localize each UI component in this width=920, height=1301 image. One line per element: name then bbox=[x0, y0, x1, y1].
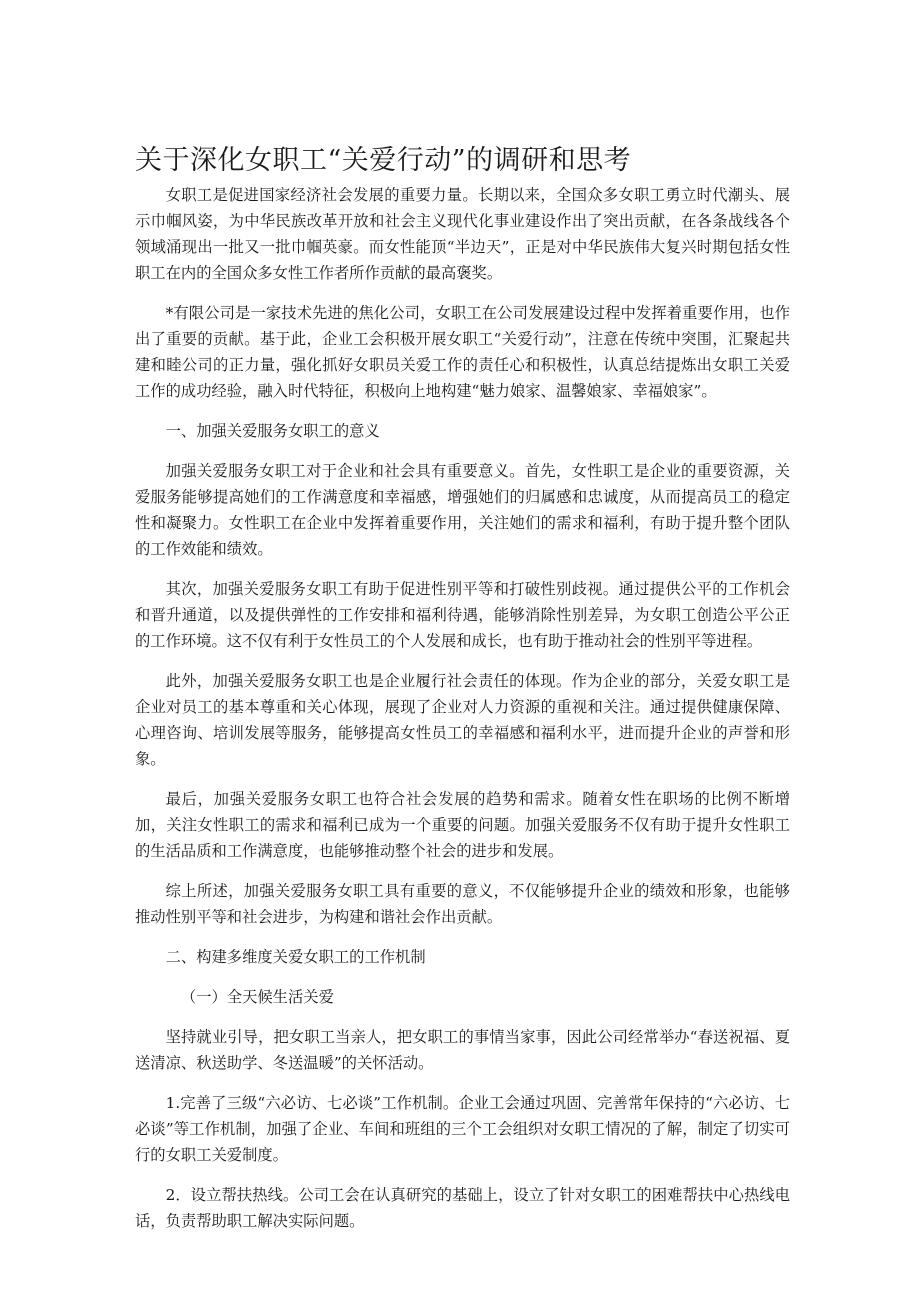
section-2-1-paragraph-1: 坚持就业引导，把女职工当亲人，把女职工的事情当家事，因此公司经常举办“春送祝福、夏送清凉、秋送助学、冬送温暖”的关怀活动。 bbox=[135, 1028, 790, 1072]
section-1-paragraph-2: 其次，加强关爱服务女职工有助于促进性别平等和打破性别歧视。通过提供公平的工作机会和晋升通道，以及提供弹性的工作安排和福利待遇，能够消除性别差异，为女职工创造公平公正的工作环境。这不仅有利于女性员工的个人发展和成长，也有助于推动社会的性别平等进程。 bbox=[135, 580, 790, 650]
section-1-paragraph-5: 综上所述，加强关爱服务女职工具有重要的意义，不仅能够提升企业的绩效和形象，也能够推动性别平等和社会进步，为构建和谐社会作出贡献。 bbox=[135, 882, 790, 926]
document-title: 关于深化女职工“关爱行动”的调研和思考 bbox=[135, 145, 632, 176]
section-1-paragraph-4: 最后，加强关爱服务女职工也符合社会发展的趋势和需求。随着女性在职场的比例不断增加，关注女性职工的需求和福利已成为一个重要的问题。加强关爱服务不仅有助于提升女性职工的生活品质和工作满意度，也能够推动整个社会的进步和发展。 bbox=[135, 790, 790, 860]
section-1-paragraph-3: 此外，加强关爱服务女职工也是企业履行社会责任的体现。作为企业的部分，关爱女职工是企业对员工的基本尊重和关心体现，展现了企业对人力资源的重视和关注。通过提供健康保障、心理咨询、培训发展等服务，能够提高女性员工的幸福感和福利水平，进而提升企业的声誉和形象。 bbox=[135, 672, 790, 768]
intro-paragraph-2: *有限公司是一家技术先进的焦化公司，女职工在公司发展建设过程中发挥着重要作用，也作出了重要的贡献。基于此，企业工会积极开展女职工“关爱行动”，注意在传统中突围，汇聚起共建和睦公司的正力量，强化抓好女职员关爱工作的责任心和积极性，认真总结提炼出女职工关爱工作的成功经验，融入时代特征，积极向上地构建“魅力娘家、温馨娘家、幸福娘家”。 bbox=[135, 304, 790, 400]
section-1-heading: 一、加强关爱服务女职工的意义 bbox=[165, 422, 380, 440]
intro-paragraph-1: 女职工是促进国家经济社会发展的重要力量。长期以来，全国众多女职工勇立时代潮头、展示巾帼风姿，为中华民族改革开放和社会主义现代化事业建设作出了突出贡献，在各条战线各个领域涌现出一批又一批巾帼英豪。而女性能顶“半边天”，正是对中华民族伟大复兴时期包括女性职工在内的全国众多女性工作者所作贡献的最高褒奖。 bbox=[135, 186, 790, 282]
document-body bbox=[135, 182, 790, 1248]
section-2-heading: 二、构建多维度关爱女职工的工作机制 bbox=[165, 948, 426, 966]
section-2-1-paragraph-2: 1.完善了三级“六必访、七必谈”工作机制。企业工会通过巩固、完善常年保持的“六必访、七必谈”等工作机制，加强了企业、车间和班组的三个工会组织对女职工情况的了解，制定了切实可行的女职工关爱制度。 bbox=[135, 1094, 790, 1164]
section-2-1-heading: （一）全天候生活关爱 bbox=[180, 988, 334, 1006]
section-1-paragraph-1: 加强关爱服务女职工对于企业和社会具有重要意义。首先，女性职工是企业的重要资源，关爱服务能够提高她们的工作满意度和幸福感，增强她们的归属感和忠诚度，从而提高员工的稳定性和凝聚力。女性职工在企业中发挥着重要作用，关注她们的需求和福利，有助于提升整个团队的工作效能和绩效。 bbox=[135, 462, 790, 558]
section-2-1-paragraph-3: 2．设立帮扶热线。公司工会在认真研究的基础上，设立了针对女职工的困难帮扶中心热线电话，负责帮助职工解决实际问题。 bbox=[135, 1186, 790, 1230]
